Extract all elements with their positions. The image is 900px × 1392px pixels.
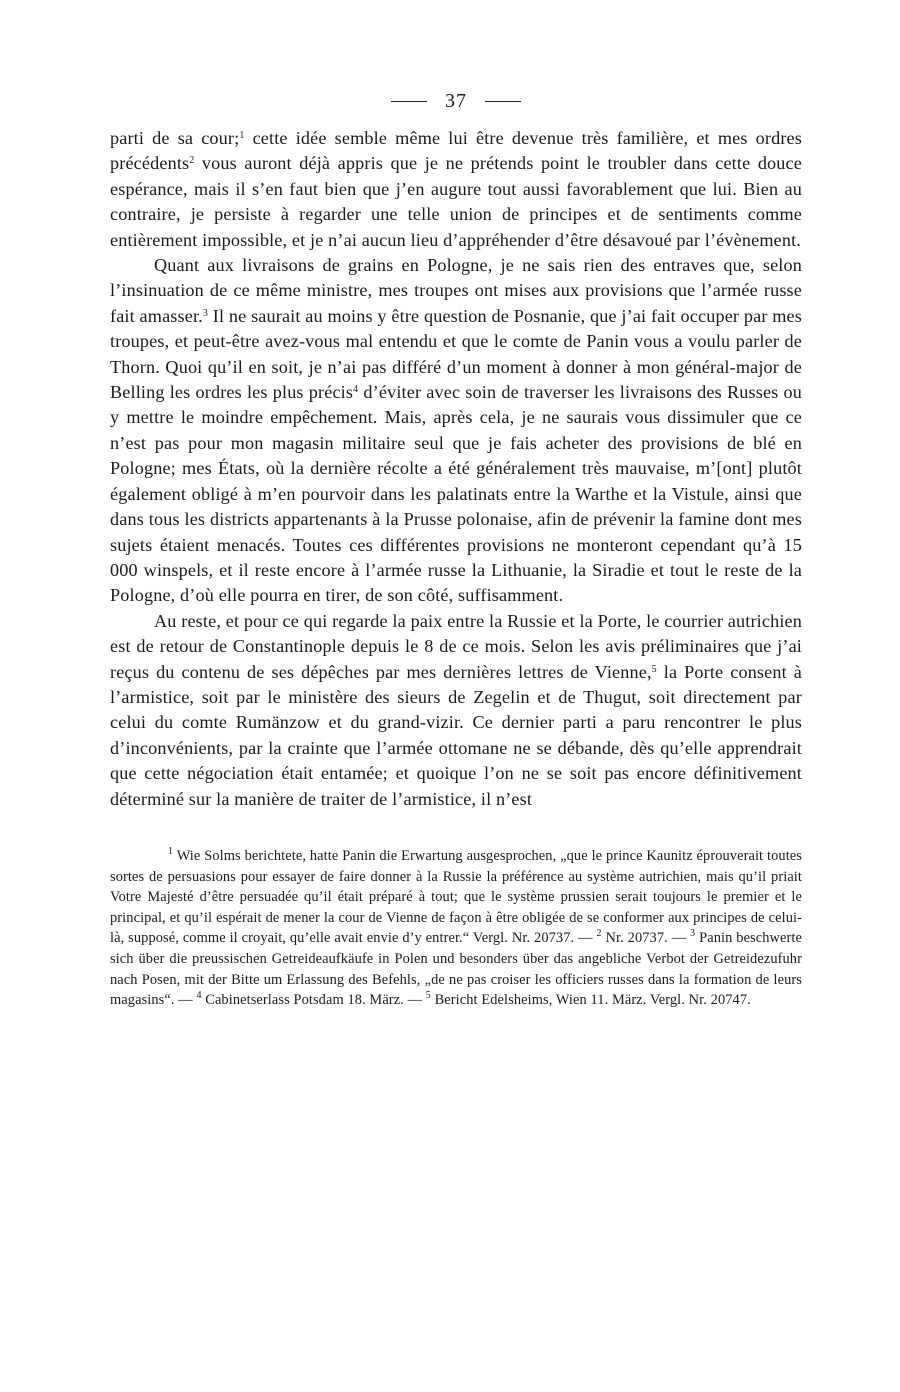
paragraph-1-text-a: parti de sa cour; [110, 128, 240, 148]
footnote-3-text: Panin beschwerte sich über die preussischen Getreideaufkäufe in Polen und besonders über das angebliche Verbot der Getreidezufuhr nach Posen, mit der Bitte um Erlassung des Befehls, „de ne pas croiser les officiers russes dans la formation de leurs magasins“. — [110, 930, 802, 1009]
footnote-ref-5: 5 [651, 663, 657, 675]
footnote-ref-3: 3 [202, 307, 209, 319]
paragraph-2-text-c: d’éviter avec soin de traverser les livraisons des Russes ou y mettre le moindre empêchement. Mais, après cela, je ne saurais vous dissimuler que ce n’est pas pour mon magasin militaire seul que je fais acheter des provisions de blé en Pologne; mes États, où la dernière récolte a été généralement très mauvaise, m’[ont] plutôt également obligé à m’en pourvoir dans les palatinats entre la Warthe et la Vistule, ainsi que dans tous les districts appartenants à la Prusse polonaise, afin de prévenir la famine dont mes sujets étaient menacés. Toutes ces différentes provisions ne monteront cependant qu’à 15 000 winspels, et il reste encore à l’armée russe la Lithuanie, la Siradie et tout le reste de la Pologne, d’où elle pourra en tirer, de son côté, suffisamment. [110, 382, 803, 606]
footnote-block [110, 846, 802, 1011]
footnote-ref-1: 1 [239, 130, 245, 141]
footnote-2-text: Nr. 20737. — [601, 930, 687, 947]
paragraph-2-text-b: Il ne saurait au moins y être question de Posnanie, que j’ai fait occuper par mes troupes, et peut-être avez-vous mal entendu et que le comte de Panin vous a voulu parler de Thorn. Quoi qu’il en soit, je n’ai pas différé d’un moment à donner à mon général-major de Belling les ordres les plus précis [110, 305, 802, 403]
footnote-5-text: Bericht Edelsheims, Wien 11. März. Vergl. Nr. 20747. [430, 992, 751, 1009]
page-number: 37 [445, 89, 467, 112]
document-page [110, 84, 802, 1011]
paragraph-2-text-a: Quant aux livraisons de grains en Pologne, je ne sais rien des entraves que, selon l’insinuation de ce même ministre, mes troupes ont mises aux provisions que l’armée russe fait amasser. [110, 255, 802, 326]
paragraph-2 [110, 253, 802, 609]
paragraph-1-text-b: cette idée semble même lui être devenue très familière, et mes ordres précédents [110, 128, 802, 174]
footnote-ref-4: 4 [353, 384, 359, 396]
paragraph-3-text-a: Au reste, et pour ce qui regarde la paix entre la Russie et la Porte, le courrier autrichien est de retour de Constantinople depuis le 8 de ce mois. Selon les avis préliminaires que j’ai reçus du contenu de ses dépêches par mes dernières lettres de Vienne, [110, 610, 802, 682]
paragraph-3-text-b: la Porte consent à l’armistice, soit par le ministère des sieurs de Zegelin et de Thugut, soit directement par celui du comte Rumänzow et du grand-vizir. Ce dernier parti a paru rencontrer le plus d’inconvénients, par la crainte que l’armée ottomane ne se débande, dès qu’elle apprendrait que cette négociation était entamée; et quoique l’on ne se soit pas encore définitivement déterminé sur la manière de traiter de l’armistice, il n’est [110, 661, 802, 809]
footnote-marker-1: 1 [168, 845, 174, 857]
footnote-marker-2: 2 [596, 928, 602, 940]
footnote-marker-4: 4 [196, 990, 202, 1002]
page-header [110, 84, 802, 118]
paragraph-1 [110, 126, 802, 253]
header-rule-left [391, 101, 427, 102]
header-rule-right [485, 101, 521, 102]
main-text [110, 126, 802, 812]
paragraph-1-text-c: vous auront déjà appris que je ne prétends point le troubler dans cette douce espérance, mais il s’en faut bien que j’en augure tout aussi favorablement que lui. Bien au contraire, je persiste à regarder une telle union de principes et de sentiments comme entièrement impossible, et je n’ai aucun lieu d’appréhender d’être désavoué par l’évènement. [110, 153, 802, 250]
footnote-4-text: Cabinetserlass Potsdam 18. März. — [201, 992, 423, 1009]
footnotes [110, 846, 802, 1011]
footnote-ref-2: 2 [189, 155, 195, 167]
footnote-marker-3: 3 [690, 928, 696, 940]
footnote-1-text: Wie Solms berichtete, hatte Panin die Erwartung ausgesprochen, „que le prince Kaunitz éprouverait toutes sortes de persuasions pour essayer de faire donner à la Russie la préférence au système autrichien, mais qu’il priait Votre Majesté d’être persuadée qu’il était préparé à tout; que le système prussien serait toujours le premier et le principal, et qu’il espérait de mener la cour de Vienne de façon à être obligée de se conformer aux principes de celui-là, supposé, comme il croyait, qu’elle avait envie d’y entrer.“ Vergl. Nr. 20737. — [110, 847, 802, 947]
paragraph-3 [110, 609, 802, 812]
footnote-marker-5: 5 [425, 990, 431, 1002]
